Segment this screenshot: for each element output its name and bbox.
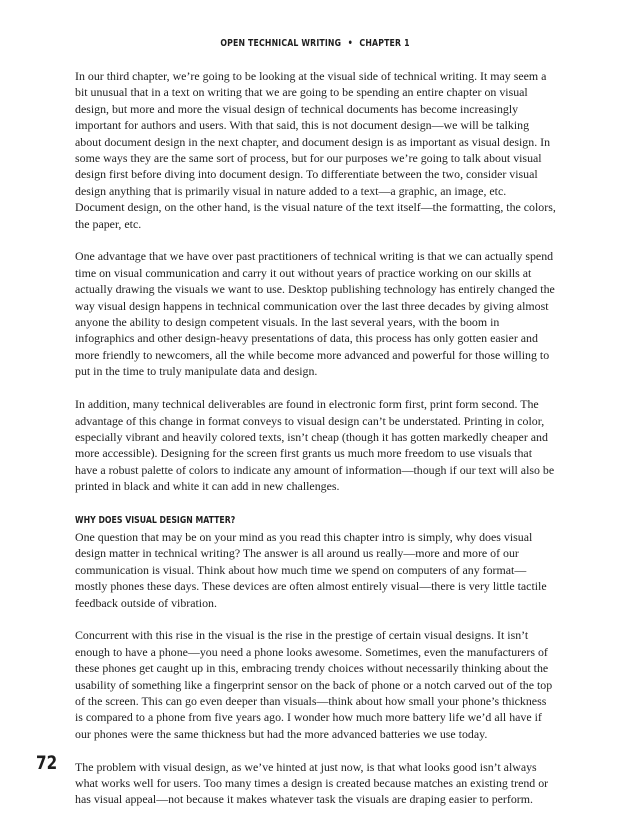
- running-header: [57, 38, 574, 49]
- book-title: OPEN TECHNICAL WRITING: [220, 38, 342, 49]
- page-body: [75, 68, 557, 808]
- section-heading: WHY DOES VISUAL DESIGN MATTER?: [75, 514, 236, 526]
- body-paragraph: In addition, many technical deliverables are found in electronic form first, print form second. The advantage of this change in format conveys to visual design can’t be understated. Printing in color, especially vibrant and heavily colored texts, isn’t cheap (though it has gotten markedly cheaper and more accessible). Designing for the screen first grants us much more freedom to use visuals that have a robust palette of colors to indicate any amount of information—though if our text will also be printed in black and white it can add in new challenges.: [75, 397, 555, 494]
- body-paragraph: Concurrent with this rise in the visual is the rise in the prestige of certain visual designs. It isn’t enough to have a phone—you need a phone looks awesome. Sometimes, even the manufacturers of these phones get caught up in this, embracing trendy choices without necessarily thinking about the usability of something like a fingerprint sensor on the back of phone or a notch carved out of the top of the screen. This can go even deeper than visuals—think about how small your phone’s thickness is compared to a phone from five years ago. I wonder how much more battery life we’d all have if our phones were the same thickness but had the more advanced batteries we use today.: [75, 628, 553, 741]
- page-number: 72: [36, 752, 58, 774]
- body-paragraph: In our third chapter, we’re going to be looking at the visual side of technical writing. It may seem a bit unusual that in a text on writing that we are going to be spending an entire chapter on visual design, but more and more the visual design of technical documents has become increasingly important for authors and users. With that said, this is not document design—we will be talking about document design in the next chapter, and document design is as important as visual design. In some ways they are the same sort of process, but for our purposes we’re going to talk about visual design first before diving into document design. To differentiate between the two, consider visual design anything that is primarily visual in nature added to a text—a graphic, an image, etc. Document design, on the other hand, is the visual nature of the text itself—the formatting, the colors, the paper, etc.: [75, 69, 556, 231]
- header-separator: •: [347, 38, 353, 49]
- body-paragraph: The problem with visual design, as we’ve hinted at just now, is that what looks good isn’t always what works well for users. Too many times a design is created because matches an existing trend or has visual appeal—not because it makes whatever task the visuals are draping easier to perform.: [75, 759, 549, 807]
- body-paragraph: One advantage that we have over past practitioners of technical writing is that we can actually spend time on visual communication and carry it out without years of practice working on our skills at actually drawing the visuals we want to use. Desktop publishing technology has entirely changed the way visual design happens in technical communication over the last three decades by giving almost anyone the ability to design competent visuals. In the last several years, with the boom in infographics and other design-heavy presentations of data, this process has only gotten easier and more friendly to newcomers, all the while become more advanced and powerful for those willing to put in the time to truly manipulate data and design.: [75, 249, 555, 379]
- body-paragraph: One question that may be on your mind as you read this chapter intro is simply, why does visual design matter in technical writing? The answer is all around us really—more and more of our communication is visual. Think about how much time we spend on computers of any format—mostly phones these days. These devices are often almost entirely visual—there is very little tactile feedback outside of vibration.: [75, 529, 547, 610]
- chapter-label: CHAPTER 1: [359, 38, 410, 49]
